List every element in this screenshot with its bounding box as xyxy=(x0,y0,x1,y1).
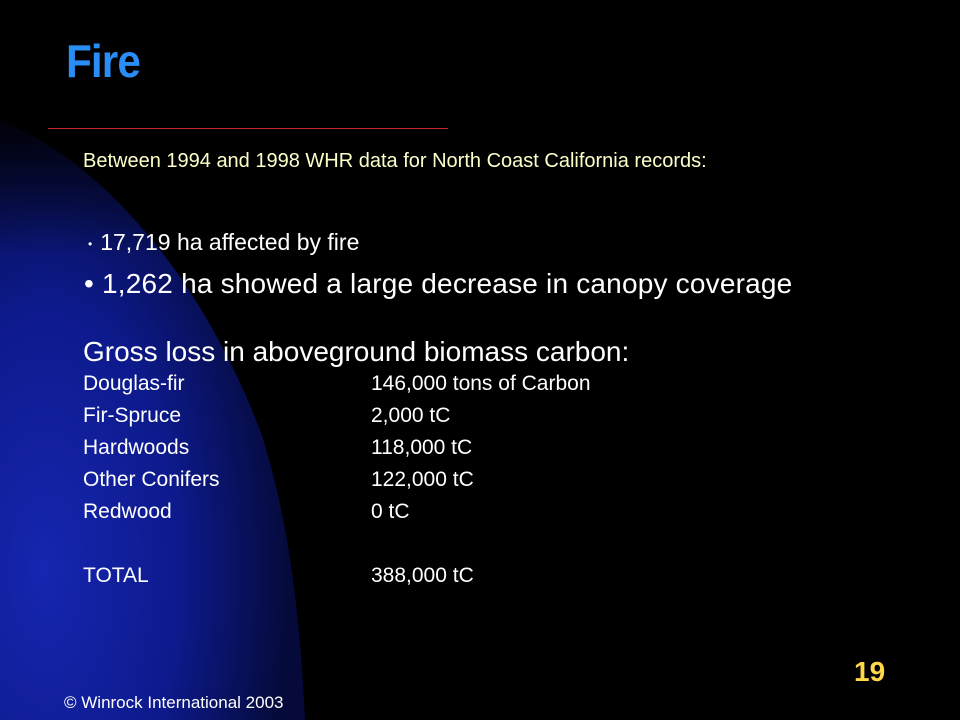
carbon-value: 146,000 tons of Carbon xyxy=(371,372,591,395)
forest-type: Other Conifers xyxy=(83,468,220,491)
forest-type: Hardwoods xyxy=(83,436,190,459)
bullet-item xyxy=(84,268,792,300)
carbon-loss-heading: Gross loss in aboveground biomass carbon: xyxy=(83,336,630,367)
slide-title: Fire xyxy=(66,35,140,87)
bullet-item xyxy=(88,229,359,256)
total-label: TOTAL xyxy=(83,564,149,587)
carbon-row xyxy=(83,436,783,468)
carbon-row xyxy=(83,404,783,436)
carbon-value: 118,000 tC xyxy=(371,436,473,459)
carbon-value: 122,000 tC xyxy=(371,468,474,491)
carbon-value: 2,000 tC xyxy=(371,404,451,427)
total-value: 388,000 tC xyxy=(371,564,474,587)
carbon-value: 0 tC xyxy=(371,500,410,523)
carbon-row xyxy=(83,500,783,532)
title-divider xyxy=(48,128,448,129)
bullet-dot: • xyxy=(84,268,95,299)
carbon-total-row xyxy=(83,564,783,596)
carbon-row xyxy=(83,372,783,404)
copyright-footer: © Winrock International 2003 xyxy=(64,693,284,712)
intro-text: Between 1994 and 1998 WHR data for North Coast California records: xyxy=(83,150,707,172)
page-number: 19 xyxy=(854,656,886,687)
carbon-row xyxy=(83,468,783,500)
bullet-text: 1,262 ha showed a large decrease in canopy coverage xyxy=(102,268,793,299)
bullet-dot: • xyxy=(88,236,93,251)
forest-type: Fir-Spruce xyxy=(83,404,182,427)
forest-type: Redwood xyxy=(83,500,172,523)
forest-type: Douglas-fir xyxy=(83,372,185,395)
bullet-text: 17,719 ha affected by fire xyxy=(100,229,360,255)
